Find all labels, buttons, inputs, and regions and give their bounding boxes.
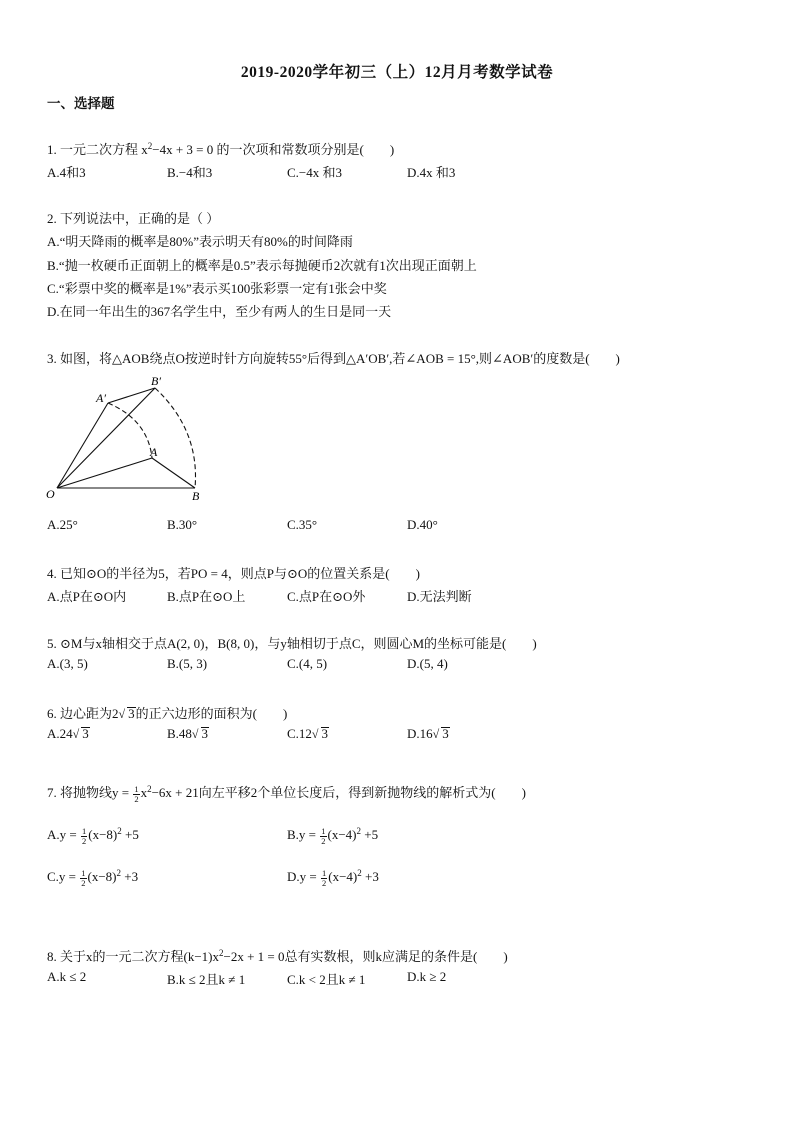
fraction	[133, 785, 139, 804]
question-6-stem	[47, 703, 287, 722]
fraction-denominator: 2	[321, 877, 327, 888]
fraction	[321, 869, 327, 888]
q8-exponent: 2	[219, 948, 224, 958]
q4-option-d[interactable]: D.无法判断	[407, 589, 472, 604]
radical-sign: √	[432, 727, 440, 741]
fraction-numerator: 1	[81, 867, 86, 878]
q7-exponent: 2	[147, 784, 152, 794]
label-a-prime: A′	[96, 391, 106, 405]
fraction-numerator: 1	[81, 825, 87, 836]
q7-option-c-y: y =	[58, 869, 80, 884]
fraction-numerator: 1	[134, 783, 139, 794]
q1-text-pre: 1. 一元二次方程 x	[47, 142, 148, 157]
arc-b-b1	[155, 388, 196, 488]
question-2-stem: 2. 下列说法中，正确的是（ ）	[47, 211, 220, 226]
q8-option-d[interactable]: D.k ≥ 2	[407, 969, 447, 984]
q7-option-c[interactable]	[47, 868, 138, 888]
q7-option-d-y: y =	[299, 869, 320, 884]
q6-option-b-radicand: 3	[201, 726, 209, 741]
q6-text-post: 的正六边形的面积为( )	[135, 706, 288, 721]
q5-option-d[interactable]: D.(5, 4)	[407, 656, 448, 671]
fraction	[320, 827, 326, 846]
q8-option-a[interactable]: A.k ≤ 2	[47, 969, 87, 984]
arc-a-a1	[108, 403, 152, 458]
q6-option-c-coef: C.12	[287, 726, 312, 741]
q7-option-c-inner: (x−8)	[87, 869, 117, 884]
q7-option-d-exponent: 2	[357, 868, 362, 878]
q6-option-b[interactable]	[167, 726, 209, 742]
q7-option-c-exponent: 2	[116, 868, 122, 878]
page-title: 2019-2020学年初三（上）12月月考数学试卷	[240, 64, 554, 81]
q7-option-a-y: y =	[59, 827, 80, 842]
q8-text-post: −2x + 1 = 0总有实数根，则k应满足的条件是( )	[223, 949, 508, 964]
q7-option-b[interactable]	[287, 826, 378, 846]
q8-option-b[interactable]: B.k ≤ 2且k ≠ 1	[167, 972, 246, 987]
fraction-denominator: 2	[81, 835, 87, 846]
question-8-stem	[47, 946, 508, 965]
rotation-figure	[40, 370, 220, 505]
q1-exponent: 2	[147, 141, 153, 151]
q7-option-d[interactable]	[287, 868, 379, 888]
radical-sign: √	[118, 707, 126, 721]
section-heading: 一、选择题	[47, 96, 115, 111]
q5-option-a[interactable]: A.(3, 5)	[47, 656, 88, 671]
q7-option-a-exponent: 2	[117, 826, 122, 836]
q7-option-a[interactable]	[47, 826, 139, 846]
q5-option-c[interactable]: C.(4, 5)	[287, 656, 328, 671]
label-a: A	[150, 445, 158, 459]
q2-option-c[interactable]: C.“彩票中奖的概率是1%”表示买100张彩票一定有1张会中奖	[47, 281, 387, 296]
q7-option-a-label: A.	[47, 827, 60, 842]
q8-option-c[interactable]: C.k < 2且k ≠ 1	[287, 972, 366, 987]
q7-option-b-exponent: 2	[356, 826, 362, 836]
fraction	[80, 869, 86, 888]
fraction-numerator: 1	[321, 867, 327, 878]
q5-option-b[interactable]: B.(5, 3)	[167, 656, 208, 671]
fraction-denominator: 2	[321, 835, 326, 846]
question-7-stem	[47, 782, 526, 804]
q1-option-b[interactable]: B.−4和3	[167, 165, 213, 180]
question-3-stem: 3. 如图，将△AOB绕点O按逆时针方向旋转55°后得到△A′OB′,若∠AOB = 15°,则∠AOB′的度数是( )	[47, 351, 620, 366]
q2-option-b[interactable]: B.“抛一枚硬币正面朝上的概率是0.5”表示每抛硬币2次就有1次出现正面朝上	[47, 258, 477, 273]
radical-sign: √	[191, 727, 199, 741]
q1-text-post: −4x + 3 = 0 的一次项和常数项分别是( )	[152, 142, 395, 157]
question-5-stem: 5. ⊙M与x轴相交于点A(2, 0)，B(8, 0)，与y轴相切于点C，则圆心M的坐标可能是( )	[47, 636, 537, 651]
q6-option-b-coef: B.48	[167, 726, 192, 741]
q6-option-c-radicand: 3	[321, 726, 329, 741]
q1-option-c[interactable]: C.−4x 和3	[287, 165, 343, 180]
label-b-prime: B′	[151, 374, 161, 388]
q6-option-a[interactable]	[47, 726, 90, 742]
q7-option-d-inner: (x−4)	[328, 869, 358, 884]
question-4-stem: 4. 已知⊙O的半径为5，若PO = 4，则点P与⊙O的位置关系是( )	[47, 566, 420, 581]
q3-option-d[interactable]: D.40°	[407, 517, 438, 532]
q1-option-a[interactable]: A.4和3	[47, 165, 86, 180]
q7-option-c-tail: +3	[121, 869, 139, 884]
q7-option-b-tail: +5	[361, 827, 379, 842]
q7-option-d-tail: +3	[361, 869, 379, 884]
q6-option-a-coef: A.24	[47, 726, 73, 741]
q7-text-pre: 7. 将抛物线y =	[47, 785, 133, 800]
fraction	[81, 827, 87, 846]
q6-option-c[interactable]	[287, 726, 329, 742]
q7-option-a-inner: (x−8)	[88, 827, 118, 842]
q7-option-b-inner: (x−4)	[327, 827, 357, 842]
q6-option-a-radicand: 3	[82, 726, 89, 741]
q3-option-c[interactable]: C.35°	[287, 517, 318, 532]
q2-option-d[interactable]: D.在同一年出生的367名学生中，至少有两人的生日是同一天	[47, 304, 392, 319]
q7-option-b-y: y =	[298, 827, 320, 842]
q7-option-c-label: C.	[47, 869, 59, 884]
fraction-denominator: 2	[134, 793, 139, 804]
radical-sign: √	[311, 727, 319, 741]
segment-ab	[152, 458, 195, 488]
q8-text-pre: 8. 关于x的一元二次方程(k−1)x	[47, 949, 219, 964]
segment-oa1	[57, 403, 108, 488]
q4-option-b[interactable]: B.点P在⊙O上	[167, 589, 246, 604]
fraction-numerator: 1	[321, 825, 326, 836]
radical-sign: √	[72, 727, 80, 741]
q7-text-post: −6x + 21向左平移2个单位长度后，得到新抛物线的解析式为( )	[151, 785, 526, 800]
q2-option-a[interactable]: A.“明天降雨的概率是80%”表示明天有80%的时间降雨	[47, 234, 353, 249]
label-o: O	[46, 487, 55, 501]
q6-option-d-coef: D.16	[407, 726, 433, 741]
q1-option-d[interactable]: D.4x 和3	[407, 165, 456, 180]
q7-option-d-label: D.	[287, 869, 300, 884]
label-b: B	[192, 489, 200, 503]
q4-option-c[interactable]: C.点P在⊙O外	[287, 589, 366, 604]
q3-option-a[interactable]: A.25°	[47, 517, 78, 532]
q7-option-a-tail: +5	[121, 827, 139, 842]
q7-variable: x	[140, 785, 148, 800]
q4-option-a[interactable]: A.点P在⊙O内	[47, 589, 127, 604]
q3-option-b[interactable]: B.30°	[167, 517, 198, 532]
q7-option-b-label: B.	[287, 827, 299, 842]
q6-option-d[interactable]	[407, 726, 450, 742]
q6-radicand: 3	[128, 706, 135, 721]
fraction-denominator: 2	[81, 877, 86, 888]
question-1-stem	[47, 139, 394, 158]
q6-text-pre: 6. 边心距为2	[47, 706, 119, 721]
q6-option-d-radicand: 3	[442, 726, 449, 741]
